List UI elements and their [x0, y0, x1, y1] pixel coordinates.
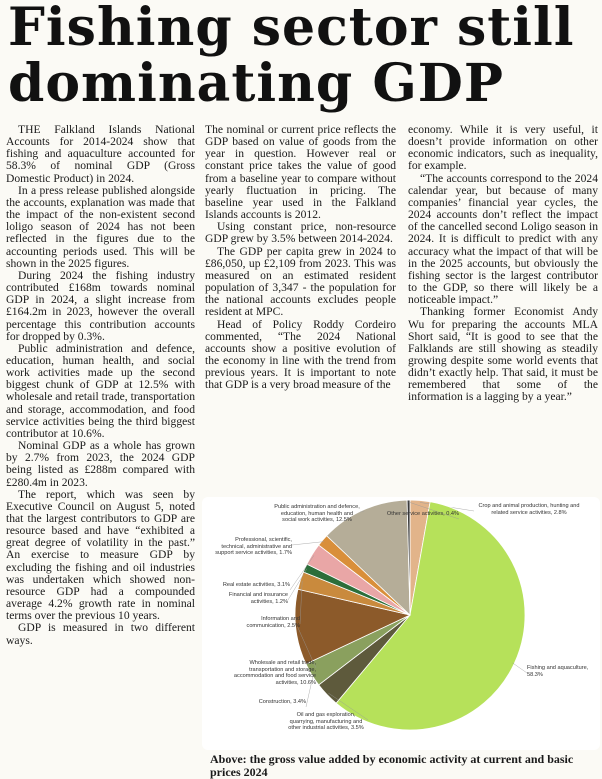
paragraph: Using constant price, non-resource GDP grew by 3.5% between 2014-2024. — [205, 220, 396, 246]
paragraph: GDP is measured in two different ways. — [6, 621, 195, 647]
slice-label: Professional, scientific, technical, administrative and support service activities, 1.7% — [215, 537, 292, 557]
leader-line — [512, 663, 527, 673]
slice-label: Fishing and aquaculture, 58.3% — [527, 665, 589, 678]
slice-label: Public administration and defence, education, human health and social work activities, 12.5% — [274, 504, 360, 524]
paragraph: Nominal GDP as a whole has grown by 2.7% from 2023, the 2024 GDP being listed as £288m compared with £280.4m in 2023. — [6, 439, 195, 489]
slice-label: Financial and insurance activities, 1.2% — [228, 592, 288, 605]
paragraph: Thanking former Economist Andy Wu for preparing the accounts MLA Short said, “It is good to see that the Falklands are still showing as steadily growing despite some world events that didn’t exactly help. That said, it must be remembered that some of the information is a lagging by a year.” — [408, 305, 598, 404]
paragraph: economy. While it is very useful, it doesn’t provide information on other economic indicators, such as inequality, for example. — [408, 123, 598, 173]
paragraph: The GDP per capita grew in 2024 to £86,050, up £2,109 from 2023. This was measured on an estimated resident population of 3,347 - the population for the national accounts excludes people resident at MPC. — [205, 244, 396, 319]
paragraph: In a press release published alongside the accounts, explanation was made that the impact of the non-existent second loligo season of 2024 has not been reflected in the figures due to the accounting periods used. This will be shown in the 2025 figures. — [6, 183, 195, 270]
slice-label: Other service activities, 0.4% — [386, 511, 459, 517]
paragraph: Public administration and defence, education, human health, and social work activities made up the second biggest chunk of GDP at 12.5% with wholesale and retail trade, transportation and storage, accommodation, and food service activities being the third biggest contributor at 10.6%. — [6, 341, 195, 440]
paragraph: The nominal or current price reflects the GDP based on value of goods from the year in question. However real or constant price takes the value of good from a baseline year to compare without yearly fluctuation in pricing. The baseline year used in the Falkland Islands accounts is 2012. — [205, 123, 396, 222]
pie-chart — [202, 497, 600, 750]
headline: Fishing sector still dominating GDP — [8, 0, 575, 114]
paragraph: “The accounts correspond to the 2024 calendar year, but because of many companies’ financial year cycles, the 2024 accounts don’t reflect the impact of the cancelled second Loligo season in 2024. It is difficult to predict with any accuracy what the impact of that will be in the 2025 accounts, but obviously the fishing sector is the largest contributor to the GDP, so there will likely be a noticeable impact.” — [408, 171, 598, 307]
article-column-2 — [205, 124, 396, 391]
slice-label: Crop and animal production, hunting and related service activities, 2.8% — [478, 503, 580, 516]
slice-label: Construction, 3.4% — [258, 699, 306, 705]
slice-label: Real estate activities, 3.1% — [222, 582, 290, 588]
slice-label: Oil and gas exploration, quarrying, manufacturing and other industrial activities, 3.5% — [288, 712, 364, 732]
slice-label: Wholesale and retail trade, transportation and storage, accommodation and food service activities, 10.6% — [233, 660, 316, 686]
chart-caption: Above: the gross value added by economic activity at current and basic prices 2024 — [210, 753, 574, 779]
article-column-3 — [408, 124, 598, 404]
paragraph: Head of Policy Roddy Cordeiro commented, “The 2024 National accounts show a positive evolution of the economy in line with the trend from previous years. It is important to note that GDP is a very broad measure of the — [205, 317, 396, 392]
paragraph: The report, which was seen by Executive Council on August 5, noted that the largest contributors to GDP are resource based and have “exhibited a great degree of volatility in the past.” An exercise to measure GDP by excluding the fishing and oil industries was undertaken which showed non-resource GDP had a compounded average 4.2% growth rate in nominal terms over the previous 10 years. — [6, 487, 195, 623]
article-column-1 — [6, 124, 195, 647]
slice-label: Information and communication, 2.5% — [246, 616, 300, 629]
paragraph: During 2024 the fishing industry contributed £168m towards nominal GDP in 2024, a slight increase from £164.2m in 2023, however the overall percentage this contribution accounts for dropped by 0.3%. — [6, 268, 195, 343]
paragraph: THE Falkland Islands National Accounts for 2014-2024 show that fishing and aquaculture accounted for 58.3% of nominal GDP (Gross Domestic Product) in 2024. — [6, 123, 195, 185]
